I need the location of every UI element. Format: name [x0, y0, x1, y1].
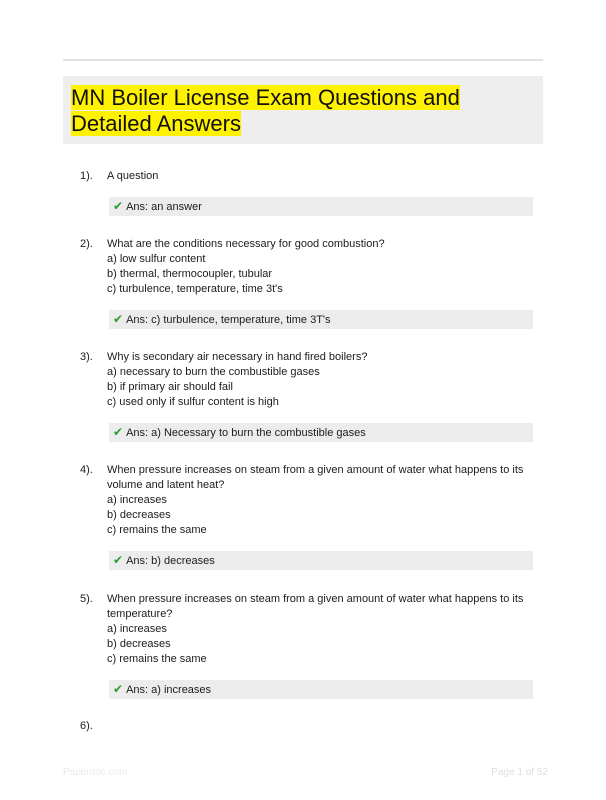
question-number: 2). — [80, 238, 93, 250]
check-icon: ✔ — [113, 199, 124, 213]
question-text: When pressure increases on steam from a given amount of water what happens to its temperature? — [107, 593, 524, 620]
check-icon: ✔ — [113, 312, 124, 326]
question-number: 1). — [80, 170, 93, 182]
answer-box — [109, 680, 533, 699]
question-5 — [80, 592, 540, 699]
option-c: c) remains the same — [107, 524, 207, 536]
option-c: c) remains the same — [107, 653, 207, 665]
answer-text: Ans: an answer — [126, 201, 202, 213]
question-number: 4). — [80, 464, 93, 476]
answer-box — [109, 310, 533, 329]
answer-text: Ans: c) turbulence, temperature, time 3T's — [126, 314, 331, 326]
question-2 — [80, 237, 540, 329]
answer-text: Ans: b) decreases — [126, 555, 215, 567]
question-text: When pressure increases on steam from a given amount of water what happens to its volume and latent heat? — [107, 464, 524, 491]
check-icon: ✔ — [113, 425, 124, 439]
answer-box — [109, 197, 533, 216]
question-3 — [80, 350, 540, 442]
footer-site: Paperdoc.com — [63, 767, 128, 778]
page-title: MN Boiler License Exam Questions and Detailed Answers — [71, 85, 460, 136]
option-b: b) decreases — [107, 638, 171, 650]
option-a: a) necessary to burn the combustible gases — [107, 366, 320, 378]
question-number: 5). — [80, 593, 93, 605]
page-number: Page 1 of 52 — [491, 767, 548, 778]
option-b: b) decreases — [107, 509, 171, 521]
answer-box — [109, 423, 533, 442]
check-icon: ✔ — [113, 553, 124, 567]
question-text: A question — [107, 170, 159, 182]
option-c: c) turbulence, temperature, time 3t's — [107, 283, 283, 295]
question-1 — [80, 169, 540, 216]
answer-box — [109, 551, 533, 570]
title-band — [63, 76, 543, 144]
option-b: b) if primary air should fail — [107, 381, 233, 393]
answer-text: Ans: a) Necessary to burn the combustible gases — [126, 427, 366, 439]
option-a: a) increases — [107, 494, 167, 506]
option-c: c) used only if sulfur content is high — [107, 396, 279, 408]
question-text: Why is secondary air necessary in hand fired boilers? — [107, 351, 368, 363]
option-a: a) increases — [107, 623, 167, 635]
question-4 — [80, 463, 540, 570]
top-divider — [63, 59, 543, 61]
question-text: What are the conditions necessary for good combustion? — [107, 238, 385, 250]
option-b: b) thermal, thermocoupler, tubular — [107, 268, 273, 280]
check-icon: ✔ — [113, 682, 124, 696]
question-number: 6). — [80, 720, 93, 732]
question-number: 3). — [80, 351, 93, 363]
answer-text: Ans: a) increases — [126, 684, 212, 696]
option-a: a) low sulfur content — [107, 253, 206, 265]
